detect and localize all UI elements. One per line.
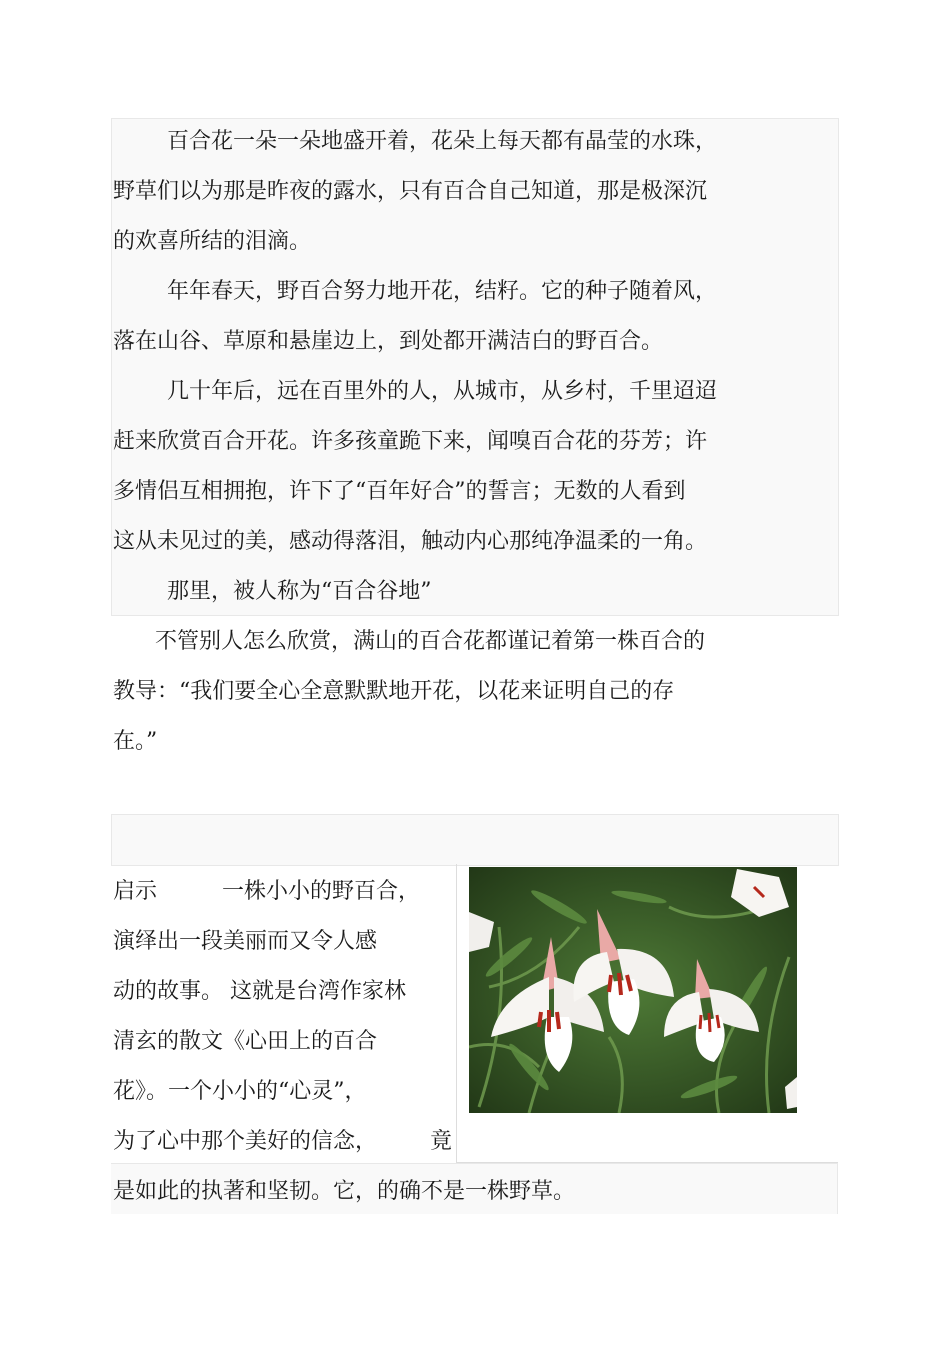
insight-heading: 启示 <box>113 879 158 904</box>
insight-line: 花》。一个小小的“心灵”， <box>113 1079 367 1104</box>
article-line: 教导：“我们要全心全意默默地开花，以花来证明自己的存 <box>113 679 675 704</box>
article-line: 落在山谷、草原和悬崖边上，到处都开满洁白的野百合。 <box>113 329 664 354</box>
article-line: 不管别人怎么欣赏，满山的百合花都谨记着第一株百合的 <box>155 629 706 654</box>
article-line: 年年春天，野百合努力地开花，结籽。它的种子随着风， <box>167 279 718 304</box>
lily-illustration <box>469 867 797 1113</box>
photo-frame-left <box>456 864 457 1163</box>
article-line: 几十年后，远在百里外的人，从城市，从乡村，千里迢迢 <box>167 379 718 404</box>
article-line: 那里，被人称为“百合谷地” <box>167 579 432 604</box>
article-line: 赶来欣赏百合开花。许多孩童跪下来，闻嗅百合花的芬芳；许 <box>113 429 708 454</box>
article-line: 多情侣互相拥抱，许下了“百年好合”的誓言；无数的人看到 <box>113 479 686 504</box>
article-line: 的欢喜所结的泪滴。 <box>113 229 312 254</box>
article-line: 这从未见过的美，感动得落泪，触动内心那纯净温柔的一角。 <box>113 529 708 554</box>
insight-header-band <box>111 814 839 866</box>
insight-line: 清玄的散文《心田上的百合 <box>113 1029 378 1054</box>
photo-frame-bottom <box>456 1162 838 1163</box>
insight-line: 为了心中那个美好的信念， <box>113 1129 378 1154</box>
insight-line: 动的故事。 这就是台湾作家林 <box>113 979 406 1004</box>
insight-line: 演绎出一段美丽而又令人感 <box>113 929 378 954</box>
article-line: 百合花一朵一朵地盛开着，花朵上每天都有晶莹的水珠， <box>167 129 718 154</box>
article-line: 野草们以为那是昨夜的露水，只有百合自己知道，那是极深沉 <box>113 179 708 204</box>
insight-line: 是如此的执著和坚韧。它，的确不是一株野草。 <box>113 1179 576 1204</box>
article-line: 在。” <box>113 729 158 754</box>
lily-photo <box>469 867 797 1113</box>
insight-line: 竟 <box>430 1129 453 1154</box>
insight-line: 一株小小的野百合， <box>222 879 421 904</box>
